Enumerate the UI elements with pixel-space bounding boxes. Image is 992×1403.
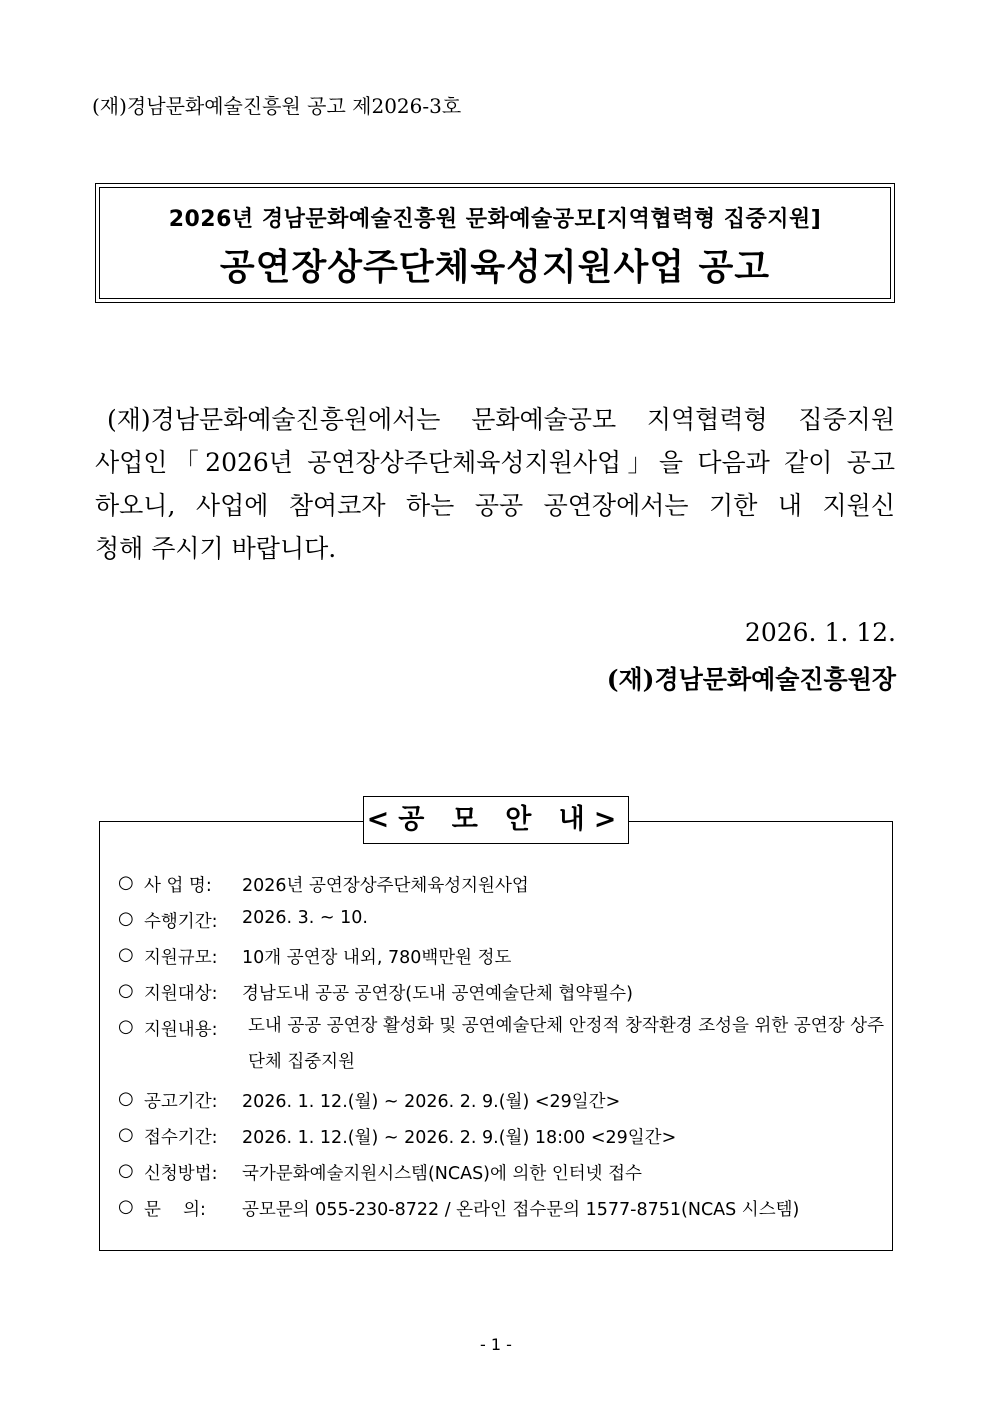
info-value: 2026. 1. 12.(월) ~ 2026. 2. 9.(월) <29일간> bbox=[242, 1092, 621, 1112]
info-value: 국가문화예술지원시스템(NCAS)에 의한 인터넷 접수 bbox=[242, 1164, 642, 1184]
info-item-scale bbox=[118, 944, 884, 980]
info-value: 도내 공공 공연장 활성화 및 공연예술단체 안정적 창작환경 조성을 위한 공연장 상주단체 집중지원 bbox=[248, 1016, 884, 1072]
body-line-4: 청해 주시기 바랍니다. bbox=[95, 534, 337, 563]
bullet-icon: ○ bbox=[118, 980, 134, 1001]
info-label: 지원대상: bbox=[144, 984, 218, 1004]
info-label: 신청방법: bbox=[144, 1164, 218, 1184]
info-value: 2026. 1. 12.(월) ~ 2026. 2. 9.(월) 18:00 <29일간> bbox=[242, 1128, 677, 1148]
info-item-inquiry bbox=[118, 1196, 884, 1232]
bullet-icon: ○ bbox=[118, 908, 134, 929]
info-label: 수행기간: bbox=[144, 912, 218, 932]
info-value: 공모문의 055-230-8722 / 온라인 접수문의 1577-8751(NCAS 시스템) bbox=[242, 1200, 800, 1220]
announcement-body bbox=[95, 398, 895, 570]
info-heading: <공 모 안 내> bbox=[363, 796, 629, 844]
bullet-icon: ○ bbox=[118, 944, 134, 965]
title-inner-frame bbox=[99, 187, 891, 299]
info-item-project-name bbox=[118, 872, 884, 908]
bullet-icon: ○ bbox=[118, 872, 134, 893]
body-line-1: (재)경남문화예술진흥원에서는 문화예술공모 지역협력형 집중지원 bbox=[107, 405, 895, 434]
bullet-icon: ○ bbox=[118, 1016, 134, 1037]
info-value: 2026년 공연장상주단체육성지원사업 bbox=[242, 876, 529, 896]
info-item-content bbox=[118, 1016, 884, 1088]
title-box bbox=[95, 183, 895, 303]
info-item-method bbox=[118, 1160, 884, 1196]
info-label: 공고기간: bbox=[144, 1092, 218, 1112]
notice-number: (재)경남문화예술진흥원 공고 제2026-3호 bbox=[92, 94, 462, 118]
bullet-icon: ○ bbox=[118, 1088, 134, 1109]
issuer-name: (재)경남문화예술진흥원장 bbox=[606, 665, 896, 694]
info-item-application-period bbox=[118, 1124, 884, 1160]
bullet-icon: ○ bbox=[118, 1160, 134, 1181]
title-line-1: 2026년 경남문화예술진흥원 문화예술공모[지역협력형 집중지원] bbox=[168, 207, 822, 232]
info-value: 경남도내 공공 공연장(도내 공연예술단체 협약필수) bbox=[242, 984, 633, 1004]
title-line-2: 공연장상주단체육성지원사업 공고 bbox=[219, 247, 771, 288]
info-label: 사 업 명: bbox=[144, 876, 212, 896]
info-label: 지원내용: bbox=[144, 1020, 218, 1040]
info-value: 2026. 3. ~ 10. bbox=[242, 908, 368, 928]
info-label: 지원규모: bbox=[144, 948, 218, 968]
page-number: - 1 - bbox=[480, 1335, 512, 1354]
info-value: 10개 공연장 내외, 780백만원 정도 bbox=[242, 948, 512, 968]
bullet-icon: ○ bbox=[118, 1196, 134, 1217]
body-line-3: 하오니, 사업에 참여코자 하는 공공 공연장에서는 기한 내 지원신 bbox=[95, 491, 895, 520]
info-list bbox=[118, 872, 884, 1232]
info-label: 문 의: bbox=[144, 1200, 206, 1220]
info-label: 접수기간: bbox=[144, 1128, 218, 1148]
body-line-2: 사업인「2026년 공연장상주단체육성지원사업」을 다음과 같이 공고 bbox=[95, 448, 895, 477]
info-item-notice-period bbox=[118, 1088, 884, 1124]
info-item-period bbox=[118, 908, 884, 944]
bullet-icon: ○ bbox=[118, 1124, 134, 1145]
announcement-date: 2026. 1. 12. bbox=[744, 618, 896, 647]
